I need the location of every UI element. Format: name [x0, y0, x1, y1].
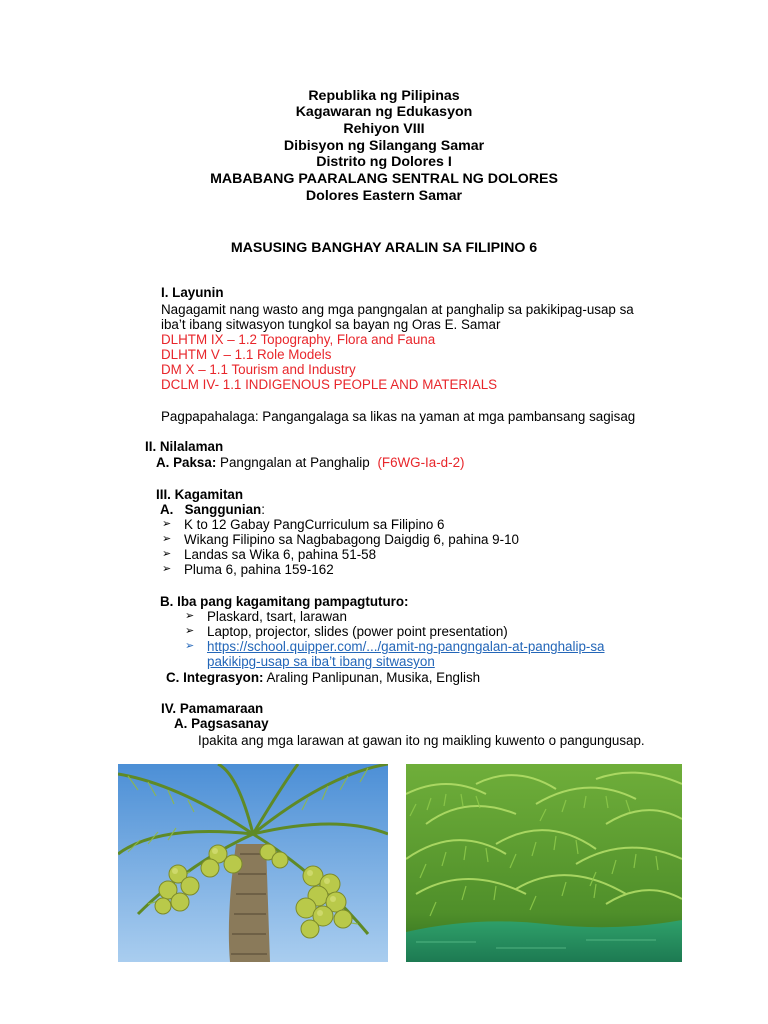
section-heading-pamamaraan: IV. Pamamaraan: [161, 701, 264, 716]
arrow-bullet-icon: ➢: [162, 533, 172, 545]
integration-code: DLHTM IX – 1.2 Topography, Flora and Fauna: [161, 332, 436, 347]
coconut-tree-illustration: [118, 764, 388, 962]
topic-label: A. Paksa:: [156, 455, 217, 470]
reference-item: Landas sa Wika 6, pahina 51-58: [184, 547, 377, 562]
header-line: Dolores Eastern Samar: [305, 188, 463, 204]
objective-text: Nagagamit nang wasto ang mga pangngalan at panghalip sa pakikipag-usap sa: [161, 302, 634, 317]
arrow-bullet-icon: ➢: [185, 610, 195, 622]
page-title: MASUSING BANGHAY ARALIN SA FILIPINO 6: [230, 240, 538, 256]
school-name: MABABANG PAARALANG SENTRAL NG DOLORES: [210, 171, 558, 187]
header-line: Republika ng Pilipinas: [308, 88, 460, 104]
material-item: Laptop, projector, slides (power point presentation): [207, 624, 508, 639]
references-label: Sanggunian: [184, 502, 262, 517]
references-heading: [160, 502, 265, 517]
nipa-palm-photo: [406, 764, 682, 962]
section-heading-kagamitan: III. Kagamitan: [156, 487, 244, 502]
coconut-tree-photo: [118, 764, 388, 962]
resource-link[interactable]: https://school.quipper.com/.../gamit-ng-pangngalan-at-panghalip-sa: [207, 639, 605, 654]
section-heading-nilalaman: II. Nilalaman: [145, 439, 224, 454]
arrow-bullet-icon: ➢: [185, 625, 195, 637]
topic-line: [156, 455, 464, 470]
values-statement: Pagpapahalaga: Pangangalaga sa likas na yaman at mga pambansang sagisag: [161, 409, 636, 424]
materials-heading: B. Iba pang kagamitang pampagtuturo:: [160, 594, 409, 609]
integration-code: DM X – 1.1 Tourism and Industry: [161, 362, 356, 377]
material-item: Plaskard, tsart, larawan: [207, 609, 347, 624]
references-letter: A.: [160, 502, 174, 517]
references-colon: :: [261, 502, 265, 517]
integration-line: [166, 670, 480, 685]
objective-text: iba’t ibang sitwasyon tungkol sa bayan ng Oras E. Samar: [161, 317, 501, 332]
arrow-bullet-icon: ➢: [162, 548, 172, 560]
header-line: Rehiyon VIII: [343, 121, 425, 137]
nipa-palm-illustration: [406, 764, 682, 962]
topic-value: Pangngalan at Panghalip: [220, 455, 370, 470]
arrow-bullet-icon: ➢: [185, 640, 195, 652]
header-line: Distrito ng Dolores I: [316, 154, 452, 170]
reference-item: Wikang Filipino sa Nagbabagong Daigdig 6, pahina 9-10: [184, 532, 519, 547]
integration-label: C. Integrasyon:: [166, 670, 264, 685]
resource-link-continuation[interactable]: pakikipg-usap sa iba’t ibang sitwasyon: [207, 654, 435, 669]
reference-item: K to 12 Gabay PangCurriculum sa Filipino 6: [184, 517, 445, 532]
header-line: Dibisyon ng Silangang Samar: [283, 138, 485, 154]
arrow-bullet-icon: ➢: [162, 518, 172, 530]
reference-item: Pluma 6, pahina 159-162: [184, 562, 334, 577]
integration-code: DLHTM V – 1.1 Role Models: [161, 347, 332, 362]
drill-heading: A. Pagsasanay: [174, 716, 269, 731]
header-line: Kagawaran ng Edukasyon: [295, 104, 473, 120]
integration-value: Araling Panlipunan, Musika, English: [266, 670, 481, 685]
drill-instruction: Ipakita ang mga larawan at gawan ito ng maikling kuwento o pangungusap.: [198, 733, 645, 748]
topic-code: (F6WG-Ia-d-2): [377, 455, 465, 470]
integration-code: DCLM IV- 1.1 INDIGENOUS PEOPLE AND MATERIALS: [161, 377, 498, 392]
arrow-bullet-icon: ➢: [162, 563, 172, 575]
section-heading-layunin: I. Layunin: [161, 285, 224, 300]
